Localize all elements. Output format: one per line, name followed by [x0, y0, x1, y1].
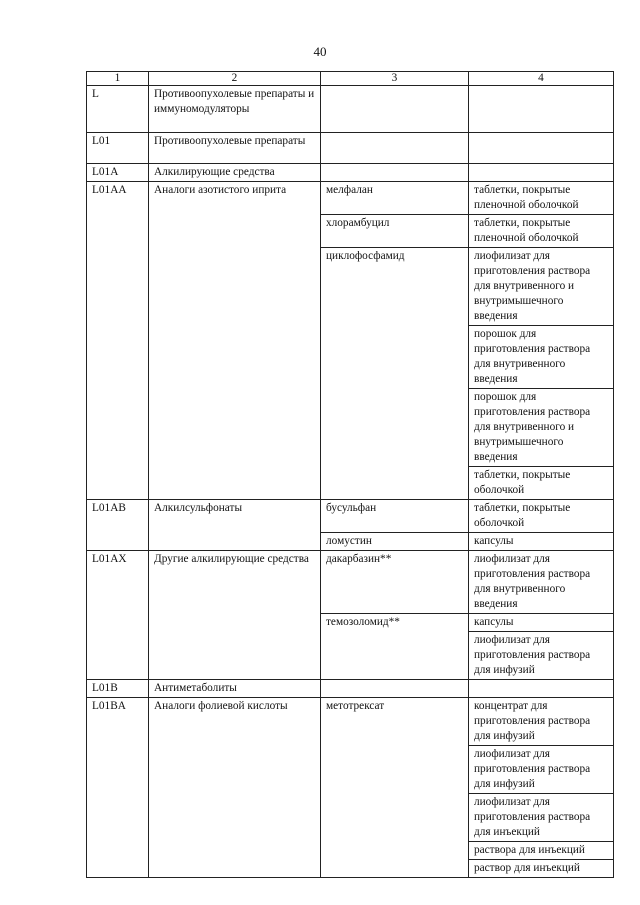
dosage-form: капсулы	[469, 614, 614, 632]
atc-group-name: Алкилирующие средства	[149, 164, 321, 182]
empty-cell	[469, 133, 614, 164]
drug-name: дакарбазин**	[321, 551, 469, 614]
column-header: 3	[321, 72, 469, 86]
dosage-form: таблетки, покрытые оболочкой	[469, 467, 614, 500]
atc-code: L01AX	[87, 551, 149, 680]
dosage-form: порошок для приготовления раствора для внутривенного и внутримышечного введения	[469, 389, 614, 467]
dosage-form: лиофилизат для приготовления раствора для внутривенного введения	[469, 551, 614, 614]
drug-name: циклофосфамид	[321, 248, 469, 500]
dosage-form: раствора для инъекций	[469, 842, 614, 860]
empty-cell	[469, 680, 614, 698]
table-row	[87, 500, 614, 533]
drug-name: бусульфан	[321, 500, 469, 533]
dosage-form: таблетки, покрытые пленочной оболочкой	[469, 182, 614, 215]
table-header-row	[87, 72, 614, 86]
atc-group-name: Аналоги фолиевой кислоты	[149, 698, 321, 878]
drug-name: ломустин	[321, 533, 469, 551]
page-number: 40	[313, 44, 327, 59]
table-row	[87, 133, 614, 164]
column-header: 4	[469, 72, 614, 86]
atc-code: L01B	[87, 680, 149, 698]
atc-group-name: Алкилсульфонаты	[149, 500, 321, 551]
table-row	[87, 698, 614, 746]
table-row	[87, 182, 614, 215]
dosage-form: концентрат для приготовления раствора для инфузий	[469, 698, 614, 746]
dosage-form: лиофилизат для приготовления раствора для инъекций	[469, 794, 614, 842]
atc-code: L01AB	[87, 500, 149, 551]
table-row	[87, 680, 614, 698]
empty-cell	[469, 164, 614, 182]
table-row	[87, 86, 614, 133]
drug-name: метотрексат	[321, 698, 469, 878]
table-row	[87, 164, 614, 182]
dosage-form: таблетки, покрытые пленочной оболочкой	[469, 215, 614, 248]
empty-cell	[321, 86, 469, 133]
column-header: 2	[149, 72, 321, 86]
empty-cell	[321, 164, 469, 182]
dosage-form: лиофилизат для приготовления раствора для инфузий	[469, 746, 614, 794]
atc-group-name: Другие алкилирующие средства	[149, 551, 321, 680]
atc-code: L01AA	[87, 182, 149, 500]
table-row	[87, 551, 614, 614]
atc-group-name: Аналоги азотистого иприта	[149, 182, 321, 500]
atc-code: L	[87, 86, 149, 133]
empty-cell	[321, 133, 469, 164]
drug-name: темозоломид**	[321, 614, 469, 680]
column-header: 1	[87, 72, 149, 86]
dosage-form: лиофилизат для приготовления раствора для внутривенного и внутримышечного введения	[469, 248, 614, 326]
dosage-form: раствор для инъекций	[469, 860, 614, 878]
empty-cell	[321, 680, 469, 698]
atc-group-name: Противоопухолевые препараты	[149, 133, 321, 164]
dosage-form: лиофилизат для приготовления раствора для инфузий	[469, 632, 614, 680]
drug-table	[86, 71, 614, 878]
atc-code: L01	[87, 133, 149, 164]
drug-name: мелфалан	[321, 182, 469, 215]
dosage-form: капсулы	[469, 533, 614, 551]
drug-name: хлорамбуцил	[321, 215, 469, 248]
atc-group-name: Антиметаболиты	[149, 680, 321, 698]
dosage-form: таблетки, покрытые оболочкой	[469, 500, 614, 533]
atc-code: L01BA	[87, 698, 149, 878]
dosage-form: порошок для приготовления раствора для внутривенного введения	[469, 326, 614, 389]
atc-group-name: Противоопухолевые препараты и иммуномодуляторы	[149, 86, 321, 133]
atc-code: L01A	[87, 164, 149, 182]
empty-cell	[469, 86, 614, 133]
